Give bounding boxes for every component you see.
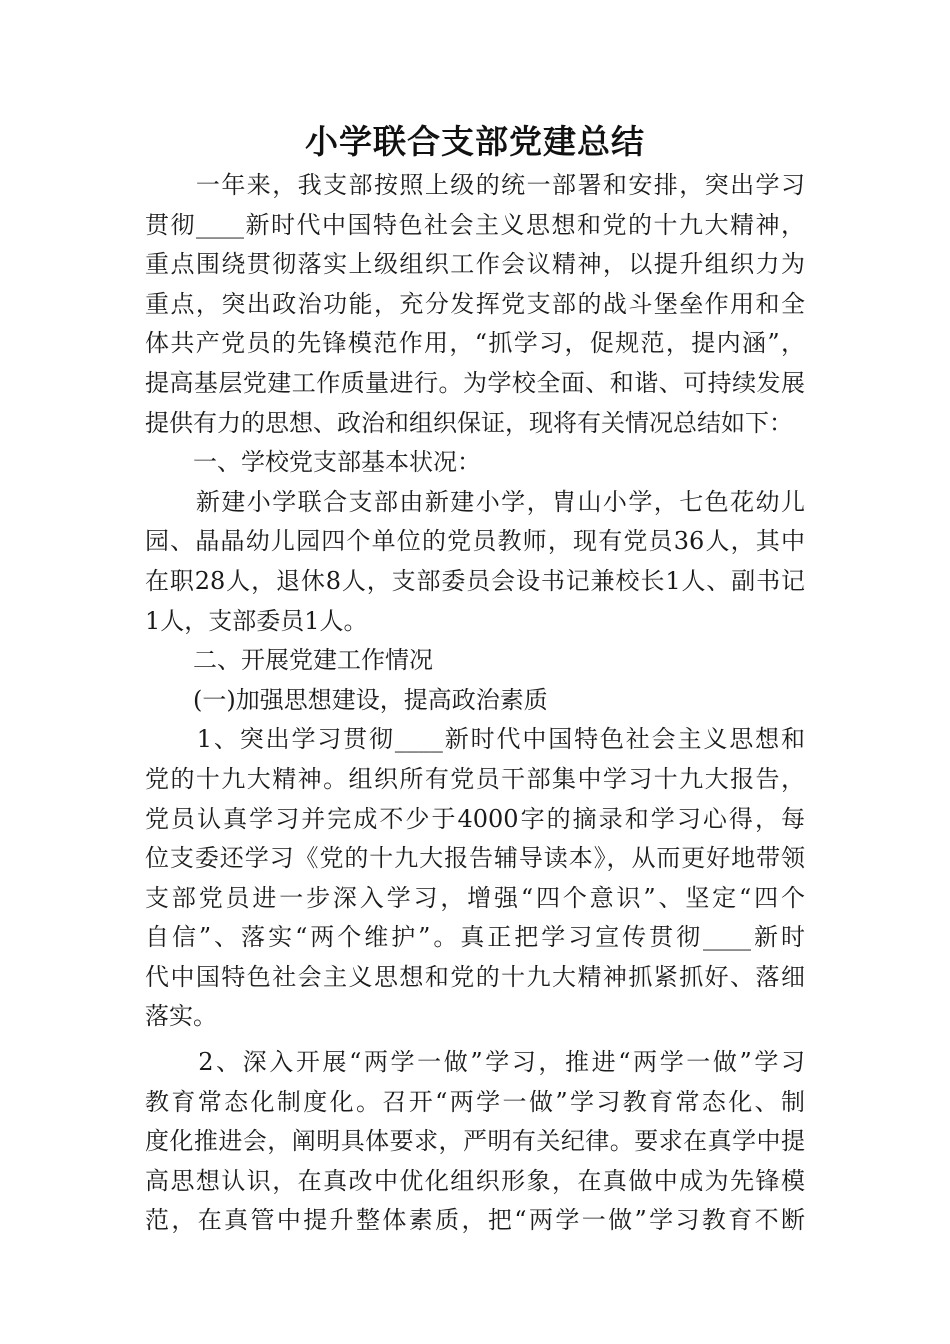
body-line: 新建小学联合支部由新建小学，胄山小学，七色花幼儿 bbox=[145, 487, 805, 516]
body-line: 自信”、落实“两个维护”。真正把学习宣传贯彻____新时 bbox=[145, 923, 805, 952]
body-line: 教育常态化制度化。召开“两学一做”学习教育常态化、制 bbox=[145, 1087, 805, 1116]
body-line: 高思想认识，在真改中优化组织形象，在真做中成为先锋模 bbox=[145, 1166, 805, 1195]
section-heading: 二、开展党建工作情况 bbox=[145, 646, 433, 675]
body-line: 1人，支部委员1人。 bbox=[145, 606, 368, 635]
body-line: 党员认真学习并完成不少于4000字的摘录和学习心得，每 bbox=[145, 804, 805, 833]
subsection-heading: (一)加强思想建设，提高政治素质 bbox=[145, 685, 548, 714]
body-line: 园、晶晶幼儿园四个单位的党员教师，现有党员36人，其中 bbox=[145, 527, 805, 556]
section-heading: 一、学校党支部基本状况： bbox=[145, 448, 481, 477]
body-line: 一年来，我支部按照上级的统一部署和安排，突出学习 bbox=[145, 171, 805, 199]
body-line: 位支委还学习《党的十九大报告辅导读本》，从而更好地带领 bbox=[145, 844, 805, 873]
body-line: 1、突出学习贯彻____新时代中国特色社会主义思想和 bbox=[145, 725, 805, 754]
body-line: 提供有力的思想、政治和组织保证，现将有关情况总结如下： bbox=[145, 408, 793, 437]
body-line: 重点围绕贯彻落实上级组织工作会议精神，以提升组织力为 bbox=[145, 250, 805, 279]
document-body bbox=[145, 166, 805, 1241]
body-line: 度化推进会，阐明具体要求，严明有关纪律。要求在真学中提 bbox=[145, 1127, 805, 1156]
body-line: 重点，突出政治功能，充分发挥党支部的战斗堡垒作用和全 bbox=[145, 289, 805, 318]
body-line: 支部党员进一步深入学习，增强“四个意识”、坚定“四个 bbox=[145, 883, 805, 912]
body-line: 范，在真管中提升整体素质，把“两学一做”学习教育不断 bbox=[145, 1206, 805, 1235]
body-line: 代中国特色社会主义思想和党的十九大精神抓紧抓好、落细 bbox=[145, 962, 805, 991]
body-line: 贯彻____新时代中国特色社会主义思想和党的十九大精神， bbox=[145, 210, 805, 239]
document-title: 小学联合支部党建总结 bbox=[305, 122, 645, 161]
body-line: 党的十九大精神。组织所有党员干部集中学习十九大报告， bbox=[145, 764, 805, 793]
body-line: 落实。 bbox=[145, 1002, 217, 1031]
body-line: 在职28人，退休8人，支部委员会设书记兼校长1人、副书记 bbox=[145, 566, 805, 595]
body-line: 2、深入开展“两学一做”学习，推进“两学一做”学习 bbox=[145, 1048, 805, 1077]
body-line: 体共产党员的先锋模范作用，“抓学习，促规范，提内涵”， bbox=[145, 329, 805, 358]
body-line: 提高基层党建工作质量进行。为学校全面、和谐、可持续发展 bbox=[145, 368, 805, 397]
